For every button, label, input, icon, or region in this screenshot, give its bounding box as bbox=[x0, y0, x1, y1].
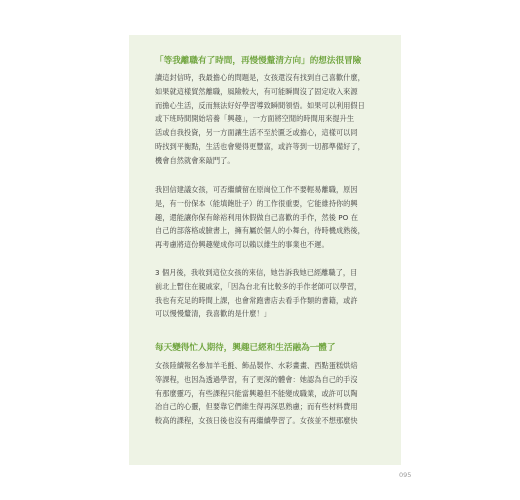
paragraph-2 bbox=[155, 183, 391, 252]
text-line: 較高的課程，女孩日後也沒有再繼續學習了。女孩並不想那麼快 bbox=[155, 416, 358, 426]
text-line: 機會自然就會來敲門了。 bbox=[155, 155, 235, 165]
text-line: 趣，還能讓你保有餘裕利用休假做自己喜歡的手作，然後 PO 在 bbox=[155, 212, 358, 222]
text-line: 我回信建議女孩，可否繼續留在原崗位工作不要輕易離職，原因 bbox=[155, 185, 358, 194]
text-line: 我也有充足的時間上課，也會常跑書店去看手作類的書籍，或許 bbox=[155, 295, 358, 305]
text-line: 讀這封信時，我最擔心的問題是，女孩還沒有找到自己喜歡什麼， bbox=[155, 73, 365, 82]
text-line: 等課程，也因為透過學習，有了更深的體會：她認為自己的手沒 bbox=[155, 374, 358, 384]
text-line: 冶自己的心靈，但要靠它們維生得再深思熟慮；而有些材料費用 bbox=[155, 402, 358, 412]
section-heading-1: 「等我離職有了時間，再慢慢釐清方向」的想法很冒險 bbox=[155, 56, 362, 66]
text-line: 有那麼靈巧，有些課程只能當興趣但不能變成職業，或許可以陶 bbox=[155, 388, 358, 398]
text-line: 前北上暫住在親戚家，「因為台北有比較多的手作老師可以學習， bbox=[155, 281, 362, 291]
text-line: 3 個月後，我收到這位女孩的來信，她告訴我她已經離職了，目 bbox=[155, 268, 358, 277]
paragraph-3 bbox=[155, 266, 391, 321]
text-line: 自己的部落格或臉書上，擁有屬於個人的小舞台，待時機成熟後， bbox=[155, 226, 365, 236]
paragraph-4 bbox=[155, 359, 391, 428]
paragraph-1 bbox=[155, 71, 391, 168]
page-number: 095 bbox=[399, 471, 412, 479]
text-line: 或下班時間開始培養「興趣」，一方面將空閒的時間用來提升生 bbox=[155, 114, 355, 124]
text-line: 活或自我投資，另一方面讓生活不至於匱乏或擔心，這樣可以同 bbox=[155, 128, 358, 138]
section-heading-2: 每天變得忙人期待，興趣已經和生活融為一體了 bbox=[155, 343, 336, 353]
text-line: 再考慮將這份興趣變成你可以賴以維生的事業也不遲。 bbox=[155, 240, 329, 250]
text-line: 是，有一份保本（能填飽肚子）的工作很重要，它能維持你的興 bbox=[155, 198, 358, 208]
text-line: 女孩陸續報名參加羊毛氈、飾品製作、水彩畫畫、西點蛋糕烘焙 bbox=[155, 361, 358, 370]
text-line: 時找到平衡點，生活也會變得更豐富，或許等到一切都準備好了， bbox=[155, 141, 365, 151]
text-line: 可以慢慢釐清，我喜歡的是什麼！」 bbox=[155, 309, 271, 319]
text-line: 如果就這樣貿然離職，風險較大，有可能瞬間沒了固定收入來源 bbox=[155, 86, 358, 96]
text-line: 而擔心生活，反而無法好好學習導致瞬間領悟。如果可以利用假日 bbox=[155, 100, 365, 110]
